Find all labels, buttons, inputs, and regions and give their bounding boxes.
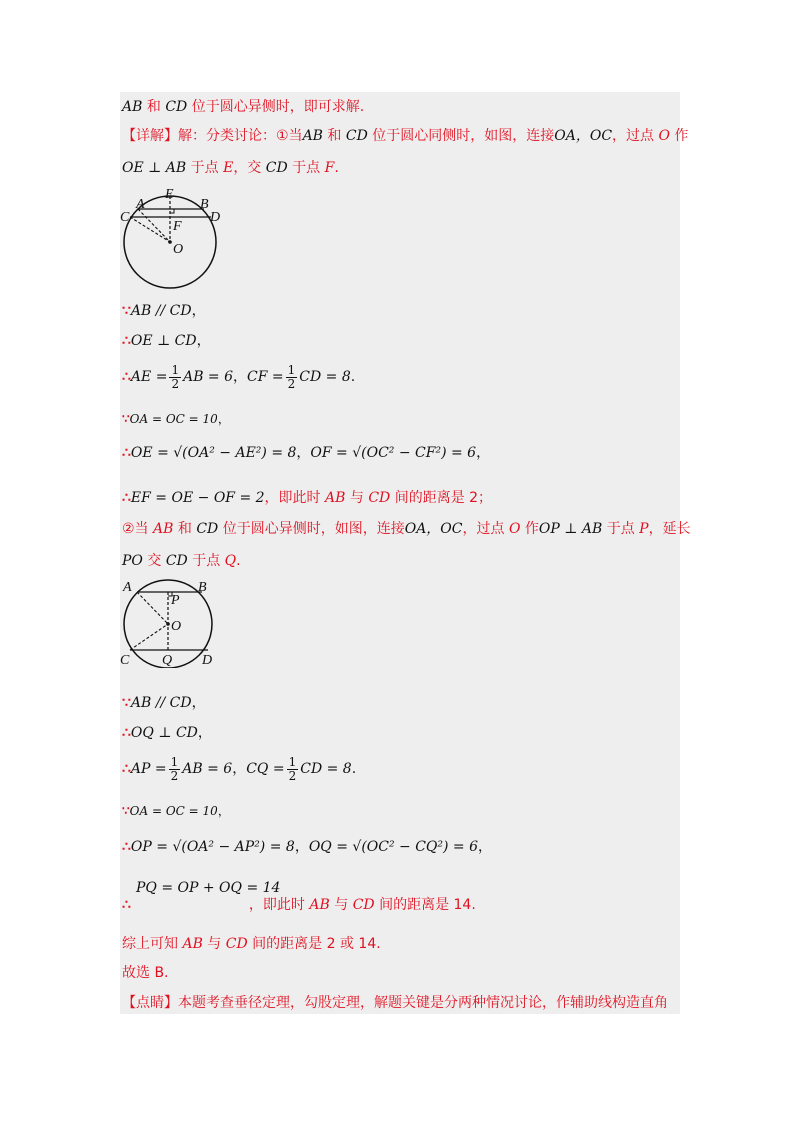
text-line-18: ∴ ，即此时 AB 与 CD 间的距离是 14. bbox=[122, 897, 476, 913]
text-line-6: ∴AE = $\frac{1}{2}$ AB = 6，CF = $\frac{1}{2}$ CD = 8. bbox=[122, 362, 356, 391]
circle-figure-opposite-side bbox=[116, 576, 226, 668]
text-line-8: ∴OE = √(OA² − AE²) = 8，OF = √(OC² − CF²) = 6， bbox=[122, 445, 491, 461]
text-line-12: ∵AB // CD， bbox=[122, 695, 206, 711]
text-line-1: AB 和 CD 位于圆心异侧时，即可求解. bbox=[122, 99, 365, 115]
label-o: O bbox=[173, 242, 184, 257]
text-line-14: ∴AP = $\frac{1}{2}$ AB = 6，CQ = $\frac{1}{2}$ CD = 8. bbox=[122, 754, 357, 783]
text-line-19: 综上可知 AB 与 CD 间的距离是 2 或 14. bbox=[122, 936, 381, 952]
circle-figure-same-side bbox=[118, 186, 228, 296]
text-line-15: ∵OA = OC = 10， bbox=[122, 804, 230, 818]
text-line-9: ∴EF = OE − OF = 2，即此时 AB 与 CD 间的距离是 2； bbox=[122, 490, 493, 506]
label-f: F bbox=[173, 219, 182, 234]
label-c: C bbox=[120, 653, 130, 668]
text-line-7: ∵OA = OC = 10， bbox=[122, 412, 230, 426]
text-line-2: 【详解】解：分类讨论：①当AB 和 CD 位于圆心同侧时，如图，连接OA，OC，过点 O 作 bbox=[122, 128, 689, 144]
text-line-16: ∴OP = √(OA² − AP²) = 8，OQ = √(OC² − CQ²) = 6， bbox=[122, 839, 493, 855]
text-line-17: PQ = OP + OQ = 14 bbox=[136, 880, 281, 896]
text-line-11: PO 交 CD 于点 Q. bbox=[122, 553, 241, 569]
fraction-half: $\frac{1}{2}$ bbox=[288, 754, 297, 783]
label-a: A bbox=[136, 197, 145, 212]
label-c: C bbox=[120, 210, 130, 225]
label-d: D bbox=[202, 653, 213, 668]
text-line-3: OE ⊥ AB 于点 E，交 CD 于点 F. bbox=[122, 160, 339, 176]
label-b: B bbox=[200, 197, 209, 212]
label-q: Q bbox=[162, 653, 173, 668]
label-d: D bbox=[210, 210, 221, 225]
label-p: P bbox=[171, 593, 180, 608]
text-line-21: 【点睛】本题考查垂径定理，勾股定理，解题关键是分两种情况讨论，作辅助线构造直角 bbox=[122, 995, 668, 1011]
label-o: O bbox=[171, 619, 182, 634]
text-line-10: ②当 AB 和 CD 位于圆心异侧时，如图，连接OA，OC，过点 O 作OP ⊥ AB 于点 P，延长 bbox=[122, 521, 691, 537]
text-line-13: ∴OQ ⊥ CD， bbox=[122, 725, 212, 741]
label-e: E bbox=[165, 187, 174, 202]
fraction-half: $\frac{1}{2}$ bbox=[171, 362, 180, 391]
text-line-20: 故选 B. bbox=[122, 965, 169, 981]
center-point bbox=[168, 240, 172, 244]
fraction-half: $\frac{1}{2}$ bbox=[287, 362, 296, 391]
segment-oa bbox=[137, 592, 168, 624]
center-point bbox=[166, 622, 170, 626]
label-a: A bbox=[123, 580, 132, 595]
label-b: B bbox=[198, 580, 207, 595]
text-line-4: ∵AB // CD， bbox=[122, 303, 206, 319]
text-line-5: ∴OE ⊥ CD， bbox=[122, 333, 211, 349]
fraction-half: $\frac{1}{2}$ bbox=[170, 754, 179, 783]
segment-oc bbox=[130, 624, 168, 650]
